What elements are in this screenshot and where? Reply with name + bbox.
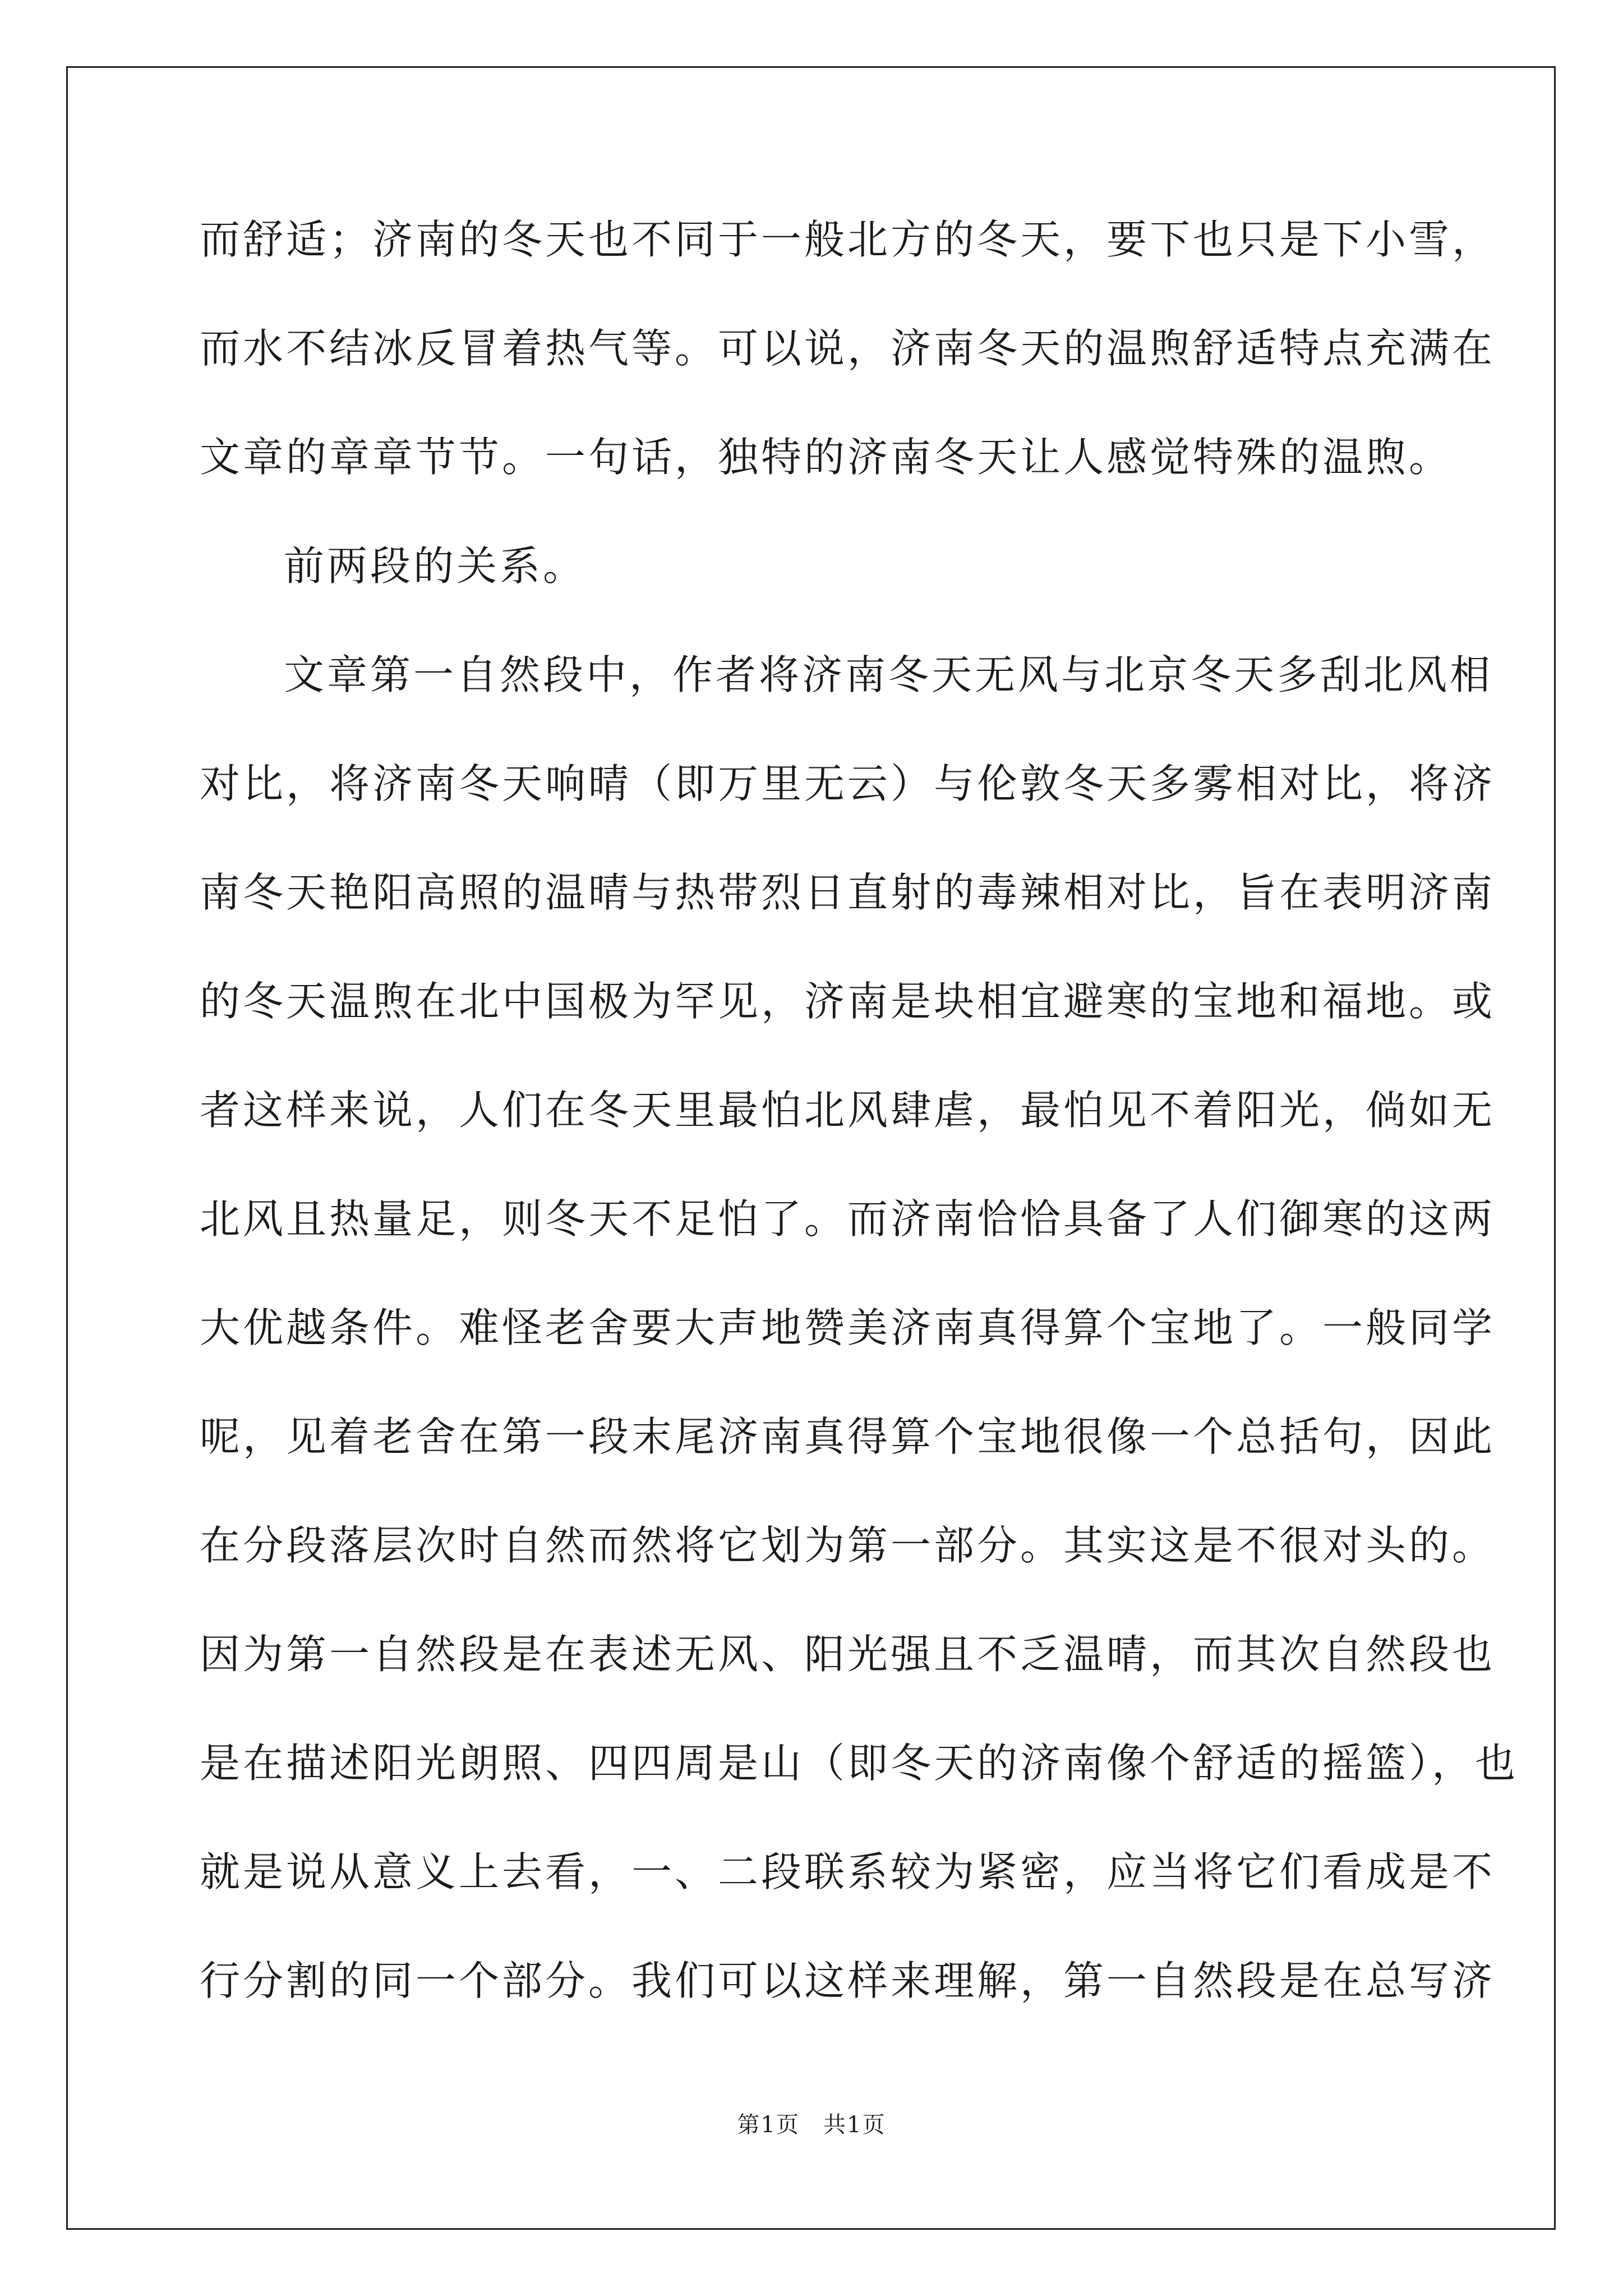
body-text: [200, 209, 1519, 2059]
page-footer: [0, 2109, 1623, 2141]
page-total: 共1页: [823, 2112, 886, 2138]
text-line: 者这样来说，人们在冬天里最怕北风肆虐，最怕见不着阳光，倘如无: [200, 1087, 1496, 1134]
text-line: 文章的章章节节。一句话，独特的济南冬天让人感觉特殊的温煦。: [200, 434, 1453, 481]
text-line: 是在描述阳光朗照、四四周是山（即冬天的济南像个舒适的摇篮），也: [200, 1740, 1519, 1787]
text-line: 行分割的同一个部分。我们可以这样来理解，第一自然段是在总写济: [200, 1957, 1496, 2004]
text-line: 因为第一自然段是在表述无风、阳光强且不乏温晴，而其次自然段也: [200, 1631, 1496, 1678]
text-line: 呢，见着老舍在第一段末尾济南真得算个宝地很像一个总括句，因此: [200, 1413, 1496, 1460]
text-line: 对比，将济南冬天响晴（即万里无云）与伦敦冬天多雾相对比，将济: [200, 760, 1496, 807]
text-line: 的冬天温煦在北中国极为罕见，济南是块相宜避寒的宝地和福地。或: [200, 978, 1496, 1025]
text-line: 而舒适；济南的冬天也不同于一般北方的冬天，要下也只是下小雪，: [200, 216, 1496, 263]
text-line: 在分段落层次时自然而然将它划为第一部分。其实这是不很对头的。: [200, 1522, 1496, 1569]
text-line: 北风且热量足，则冬天不足怕了。而济南恰恰具备了人们御寒的这两: [200, 1195, 1496, 1243]
text-line: 而水不结冰反冒着热气等。可以说，济南冬天的温煦舒适特点充满在: [200, 325, 1496, 372]
text-line: 南冬天艳阳高照的温晴与热带烈日直射的毒辣相对比，旨在表明济南: [200, 869, 1496, 916]
text-line: 文章第一自然段中，作者将济南冬天无风与北京冬天多刮北风相: [284, 651, 1493, 698]
section-heading: 前两段的关系。: [284, 542, 587, 590]
text-line: 就是说从意义上去看，一、二段联系较为紧密，应当将它们看成是不: [200, 1848, 1496, 1895]
text-line: 大优越条件。难怪老舍要大声地赞美济南真得算个宝地了。一般同学: [200, 1304, 1496, 1351]
page-number: 第1页: [737, 2112, 800, 2138]
